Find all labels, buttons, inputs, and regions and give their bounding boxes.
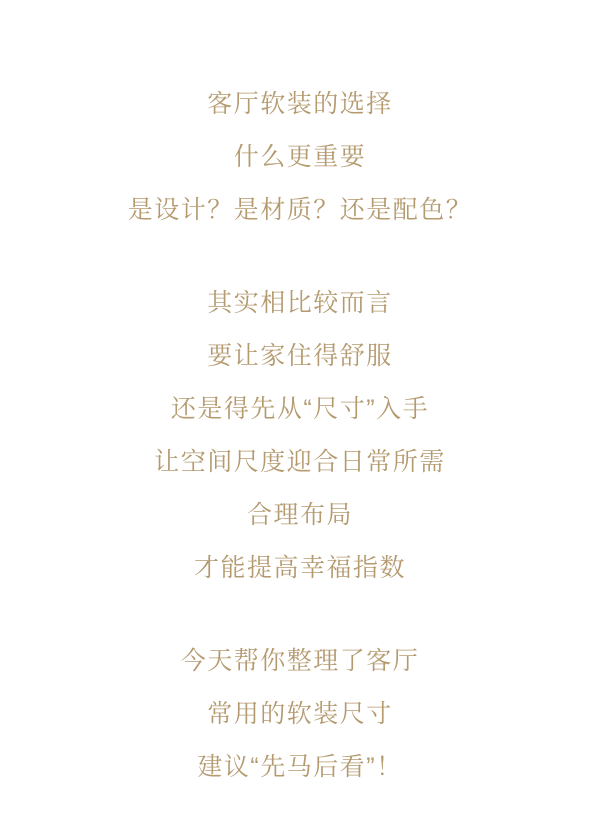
text-line: 什么更重要 [233,143,367,171]
text-line: 让空间尺度迎合日常所需 [154,448,446,476]
text-line: 合理布局 [246,501,353,529]
text-line: 要让家住得舒服 [207,342,393,370]
text-line: 今天帮你整理了客厅 [180,647,420,675]
text-stanza-2 [40,277,560,595]
text-line: 常用的软装尺寸 [207,700,393,728]
text-line: 才能提高幸福指数 [193,554,406,582]
text-line: 客厅软装的选择 [207,90,393,118]
text-line: 建议“先马后看”！ [197,753,403,781]
text-line: 是设计？是材质？还是配色？ [127,196,473,224]
text-stanza-1 [40,78,560,237]
text-line: 还是得先从“尺寸”入手 [170,395,430,423]
text-stanza-3 [40,635,560,794]
text-line: 其实相比较而言 [207,289,393,317]
